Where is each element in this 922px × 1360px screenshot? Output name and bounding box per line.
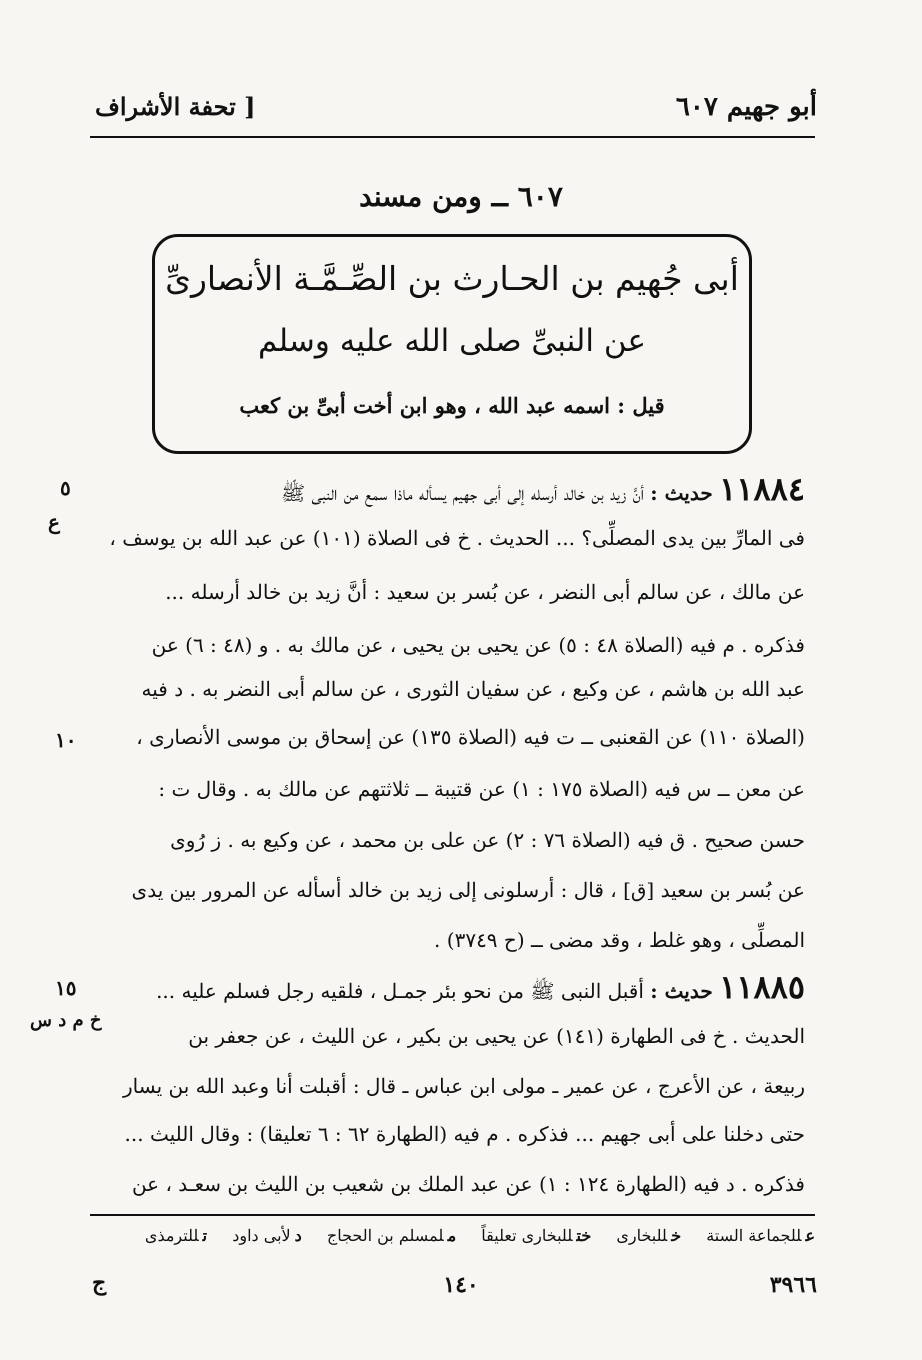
hadith-1884-line-1 <box>90 470 805 510</box>
title-box <box>152 234 752 454</box>
hadith-1884-line-4: فذكره . م فيه (الصلاة ٤٨ : ٥) عن يحيى بن يحيى ، عن مالك به . و (٤٨ : ٦) عن <box>151 633 805 657</box>
running-header-right: أبو جهيم ٦٠٧ <box>675 92 817 122</box>
line-number-15: ١٥ <box>55 976 77 1000</box>
hadith-1884-line-8: حسن صحيح . ق فيه (الصلاة ٧٦ : ٢) عن على بن محمد ، عن وكيع به . ز رُوى <box>170 828 805 852</box>
line-number-5: ٥ <box>60 476 71 500</box>
page-number: ١٤٠ <box>443 1272 479 1298</box>
title-box-subtitle: عن النبىِّ صلى الله عليه وسلم <box>258 323 646 359</box>
footnote-item: ختللبخارى تعليقاً <box>481 1226 592 1245</box>
hadith-1884-sigla: ع <box>48 510 60 534</box>
title-box-note: قيل : اسمه عبد الله ، وهو ابن أخت أبىِّ بن كعب <box>239 393 665 418</box>
volume-marker: ج <box>92 1270 107 1296</box>
footnote-rule <box>90 1214 815 1216</box>
hadith-1885-line-3: ربيعة ، عن الأعرج ، عن عمير ـ مولى ابن عباس ـ قال : أقبلت أنا وعبد الله بن يسار <box>122 1074 805 1098</box>
footnote-item: ملمسلم بن الحجاج <box>326 1226 457 1245</box>
hadith-number: ١١٨٨٤ <box>719 470 805 508</box>
hadith-label: حديث : <box>650 481 713 505</box>
hadith-1885-line-2: الحديث . خ فى الطهارة (١٤١) عن يحيى بن بكير ، عن الليث ، عن جعفر بن <box>188 1024 805 1048</box>
hadith-1885-line-5: فذكره . د فيه (الطهارة ١٢٤ : ١) عن عبد الملك بن شعيب بن الليث بن سعـد ، عن <box>131 1172 805 1196</box>
hadith-text: أقبل النبى ﷺ من نحو بئر جمـل ، فلقيه رجل فسلم عليه ... <box>156 979 644 1003</box>
hadith-1885-sigla: خ م د س <box>30 1010 102 1031</box>
hadith-1885-line-4: حتى دخلنا على أبى جهيم ... فذكره . م فيه (الطهارة ٦٢ : ٦ تعليقا) : وقال الليث ... <box>124 1122 805 1146</box>
entry-count: ٣٩٦٦ <box>769 1272 817 1298</box>
section-title: ٦٠٧ ــ ومن مسند <box>359 180 563 213</box>
hadith-1884-line-9: عن بُسر بن سعيد [ق] ، قال : أرسلونى إلى زيد بن خالد أسأله عن المرور بين يدى <box>131 878 805 902</box>
hadith-label: حديث : <box>650 979 713 1003</box>
hadith-1884-line-3: عن مالك ، عن سالم أبى النضر ، عن بُسر بن سعيد : أنَّ زيد بن خالد أرسله ... <box>165 580 805 604</box>
hadith-1885-line-1 <box>90 968 805 1008</box>
footnote-item: تللترمذى <box>144 1226 208 1245</box>
hadith-1884-line-5: عبد الله بن هاشم ، عن وكيع ، عن سفيان الثورى ، عن سالم أبى النضر به . د فيه <box>141 677 805 701</box>
hadith-1884-line-6: (الصلاة ١١٠) عن القعنبى ــ ت فيه (الصلاة ١٣٥) عن إسحاق بن موسى الأنصارى ، <box>136 725 805 749</box>
hadith-text: أنَّ زيد بن خالد أرسله إلى أبى جهيم يسأله ماذا سمع من النبى ﷺ <box>281 481 644 505</box>
header-rule <box>90 136 815 138</box>
footnote-abbreviations <box>90 1226 815 1245</box>
footnote-item: خللبخارى <box>616 1226 682 1245</box>
hadith-1884-line-7: عن معن ــ س فيه (الصلاة ١٧٥ : ١) عن قتيبة ــ ثلاثتهم عن مالك به . وقال ت : <box>158 777 805 801</box>
title-box-name: أبى جُهيم بن الحـارث بن الصِّـمَّـة الأنصارىِّ <box>165 259 739 298</box>
footnote-item: دلأبى داود <box>232 1226 302 1245</box>
hadith-1884-line-10: المصلِّى ، وهو غلط ، وقد مضى ــ (ح ٣٧٤٩) . <box>434 928 805 952</box>
hadith-number: ١١٨٨٥ <box>719 968 805 1006</box>
hadith-1884-line-2: فى المارِّ بين يدى المصلِّى؟ ... الحديث . خ فى الصلاة (١٠١) عن عبد الله بن يوسف ، <box>109 526 805 550</box>
footnote-item: عللجماعة الستة <box>706 1226 815 1245</box>
line-number-10: ١٠ <box>55 728 77 752</box>
running-header-left: [ تحفة الأشراف <box>95 92 256 121</box>
